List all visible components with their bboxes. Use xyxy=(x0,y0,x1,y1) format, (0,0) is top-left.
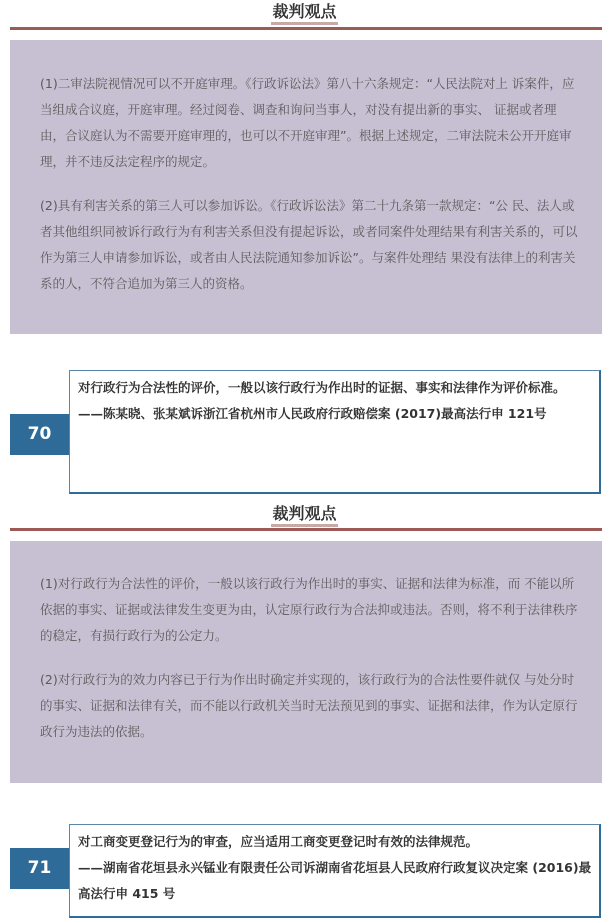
opinion-paragraph: (2)具有利害关系的第三人可以参加诉讼。《行政诉讼法》第二十九条第一款规定：“公 民、法人或者其他组织同被诉行政行为有利害关系但没有提起诉讼，或者同案件处理结果有利害关系的，可以作为第三人申请参加诉讼，或者由人民法院通知参加诉讼”。与案件处理结 果没有法律上的利害关系的人，不符合追加为第三人的资格。 xyxy=(40,198,578,291)
opinion-box xyxy=(10,541,602,783)
opinion-paragraph: (1)对行政行为合法性的评价，一般以该行政行为作出时的事实、证据和法律为标准，而 不能以所依据的事实、证据或法律发生变更为由，认定原行政行为合法抑或违法。否则，将不利于法律秩序的稳定，有损行政行为的公定力。 xyxy=(40,576,578,643)
opinion-box xyxy=(10,40,602,334)
case-summary: 对行政行为合法性的评价，一般以该行政行为作出时的证据、事实和法律作为评价标准。 xyxy=(78,380,566,395)
case-summary-box xyxy=(69,370,601,494)
opinion-paragraph: (2)对行政行为的效力内容已于行为作出时确定并实现的，该行政行为的合法性要件就仅 与处分时的事实、证据和法律有关，而不能以行政机关当时无法预见到的事实、证据和法律，作为认定原行政行为违法的依据。 xyxy=(40,672,578,739)
section-title-text: 裁判观点 xyxy=(271,2,337,25)
section-title xyxy=(0,1,609,25)
case-reference: ——湖南省花垣县永兴锰业有限责任公司诉湖南省花垣县人民政府行政复议决定案 (2016)最高法行申 415 号 xyxy=(78,860,592,901)
case-number-badge: 70 xyxy=(10,414,69,455)
title-divider xyxy=(10,27,602,30)
title-divider xyxy=(10,528,602,531)
section-title xyxy=(0,503,609,527)
case-number-badge: 71 xyxy=(10,848,69,889)
section-title-text: 裁判观点 xyxy=(271,504,337,527)
opinion-paragraph: (1)二审法院视情况可以不开庭审理。《行政诉讼法》第八十六条规定：“人民法院对上 诉案件，应当组成合议庭，开庭审理。经过阅卷、调查和询问当事人，对没有提出新的事实、 证据或者理由，合议庭认为不需要开庭审理的，也可以不开庭审理”。根据上述规定，二审法院未公开开庭审理，并不违反法定程序的规定。 xyxy=(40,76,575,169)
case-summary-box xyxy=(69,824,601,918)
case-reference: ——陈某晓、张某斌诉浙江省杭州市人民政府行政赔偿案 (2017)最高法行申 121号 xyxy=(78,406,547,421)
case-summary: 对工商变更登记行为的审查，应当适用工商变更登记时有效的法律规范。 xyxy=(78,834,479,849)
